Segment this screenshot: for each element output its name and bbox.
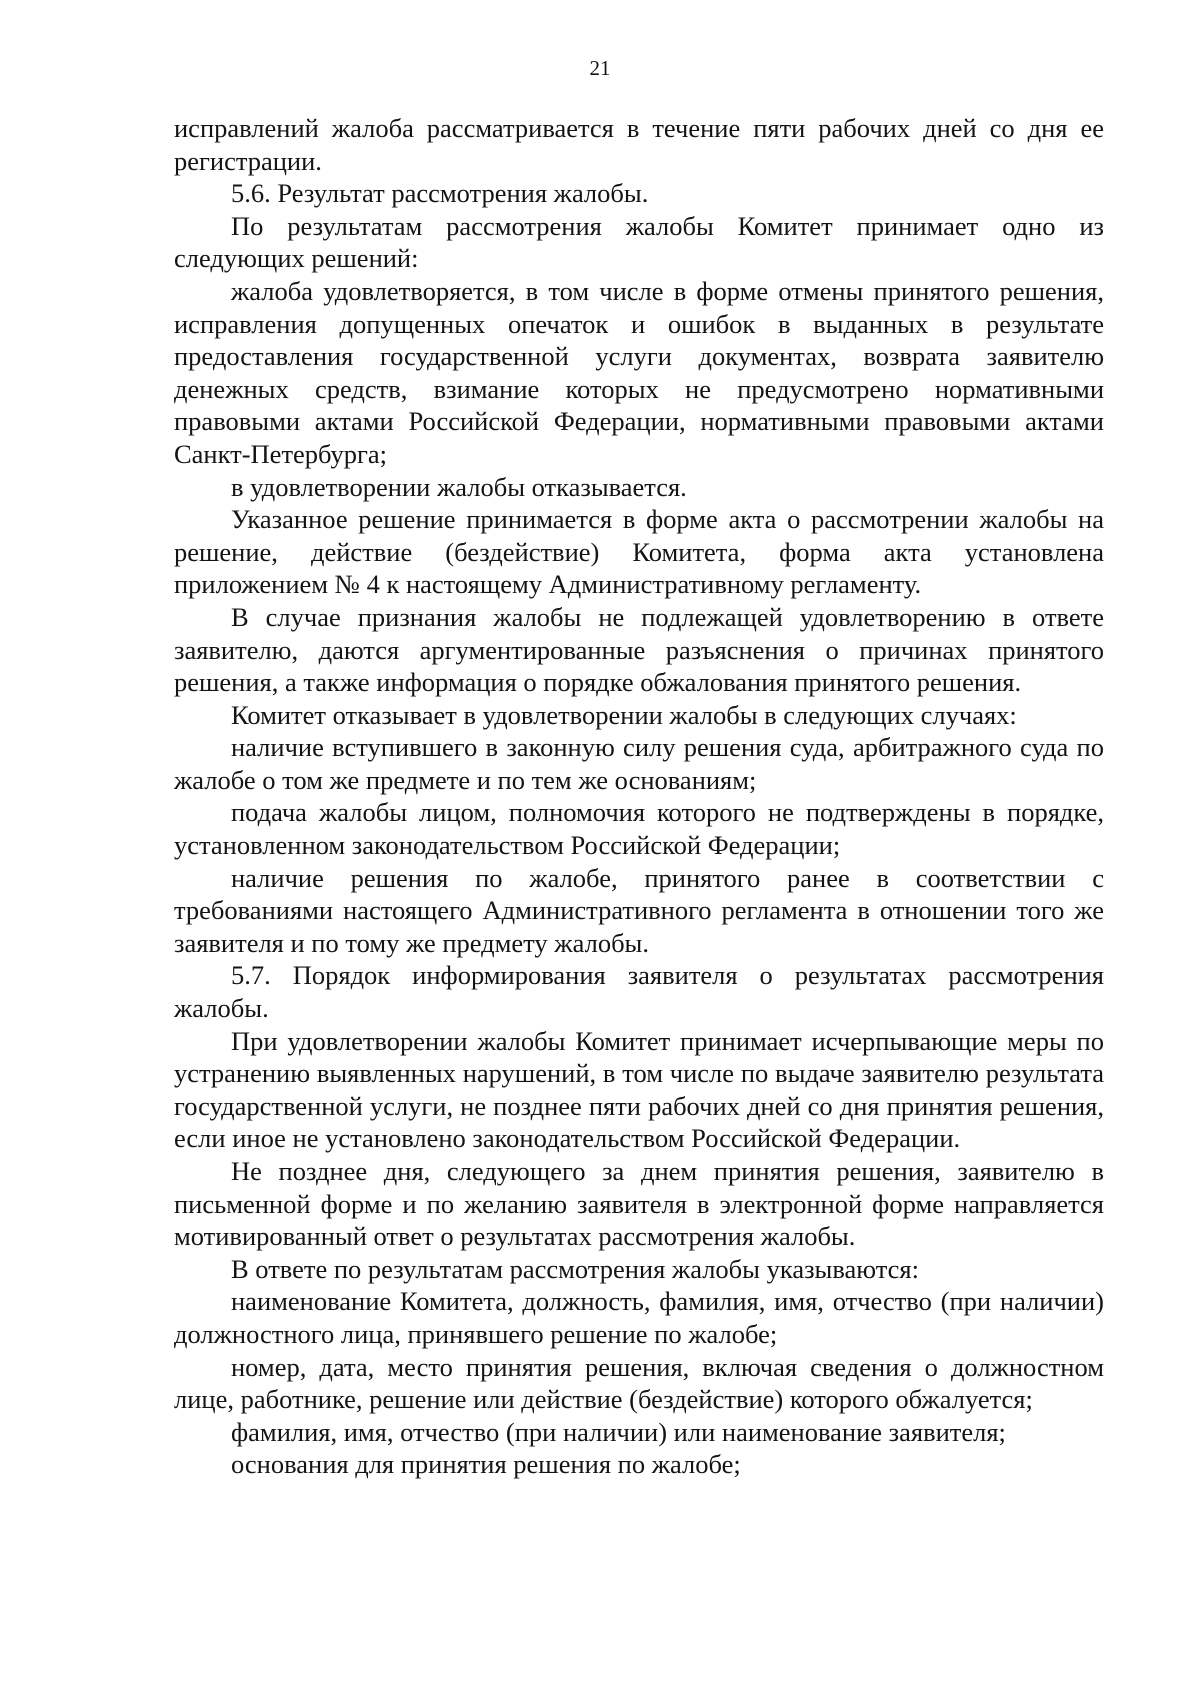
paragraph: наличие вступившего в законную силу решения суда, арбитражного суда по жалобе о том же предмете и по тем же основаниям; bbox=[174, 732, 1104, 795]
document-body bbox=[174, 112, 1104, 1481]
paragraph: В случае признания жалобы не подлежащей удовлетворению в ответе заявителю, даются аргументированные разъяснения о причинах принятого решения, а также информация о порядке обжалования принятого решения. bbox=[174, 601, 1104, 698]
paragraph: Комитет отказывает в удовлетворении жалобы в следующих случаях: bbox=[231, 699, 1017, 730]
page-number: 21 bbox=[589, 56, 611, 80]
section-heading-5-6: 5.6. Результат рассмотрения жалобы. bbox=[231, 178, 649, 209]
paragraph: По результатам рассмотрения жалобы Комитет принимает одно из следующих решений: bbox=[174, 210, 1104, 274]
paragraph: жалоба удовлетворяется, в том числе в форме отмены принятого решения, исправления допущенных опечаток и ошибок в выданных в результате предоставления государственной услуги документах, возврата заявителю денежных средств, взимание которых не предусмотрено нормативными правовыми актами Российской Федерации, нормативными правовыми актами Санкт-Петербурга; bbox=[174, 275, 1104, 469]
paragraph: Не позднее дня, следующего за днем принятия решения, заявителю в письменной форме и по желанию заявителя в электронной форме направляется мотивированный ответ о результатах рассмотрения жалобы. bbox=[174, 1156, 1104, 1252]
paragraph: в удовлетворении жалобы отказывается. bbox=[231, 471, 687, 502]
paragraph: фамилия, имя, отчество (при наличии) или наименование заявителя; bbox=[231, 1416, 1006, 1447]
paragraph: В ответе по результатам рассмотрения жалобы указываются: bbox=[231, 1253, 919, 1284]
paragraph: наличие решения по жалобе, принятого ранее в соответствии с требованиями настоящего Административного регламента в отношении того же заявителя и по тому же предмету жалобы. bbox=[174, 862, 1104, 958]
paragraph: основания для принятия решения по жалобе; bbox=[231, 1449, 741, 1480]
paragraph-continuation: исправлений жалоба рассматривается в течение пяти рабочих дней со дня ее регистрации. bbox=[174, 113, 1104, 176]
paragraph: номер, дата, место принятия решения, включая сведения о должностном лице, работнике, решение или действие (бездействие) которого обжалуется; bbox=[174, 1351, 1104, 1415]
paragraph: наименование Комитета, должность, фамилия, имя, отчество (при наличии) должностного лица, принявшего решение по жалобе; bbox=[174, 1286, 1104, 1349]
paragraph: При удовлетворении жалобы Комитет принимает исчерпывающие меры по устранению выявленных нарушений, в том числе по выдаче заявителю результата государственной услуги, не позднее пяти рабочих дней со дня принятия решения, если иное не установлено законодательством Российской Федерации. bbox=[174, 1025, 1104, 1154]
paragraph: Указанное решение принимается в форме акта о рассмотрении жалобы на решение, действие (бездействие) Комитета, форма акта установлена приложением № 4 к настоящему Административному регламенту. bbox=[174, 504, 1104, 600]
paragraph: подача жалобы лицом, полномочия которого не подтверждены в порядке, установленном законодательством Российской Федерации; bbox=[174, 797, 1104, 861]
section-heading-5-7: 5.7. Порядок информирования заявителя о результатах рассмотрения жалобы. bbox=[174, 960, 1104, 1024]
